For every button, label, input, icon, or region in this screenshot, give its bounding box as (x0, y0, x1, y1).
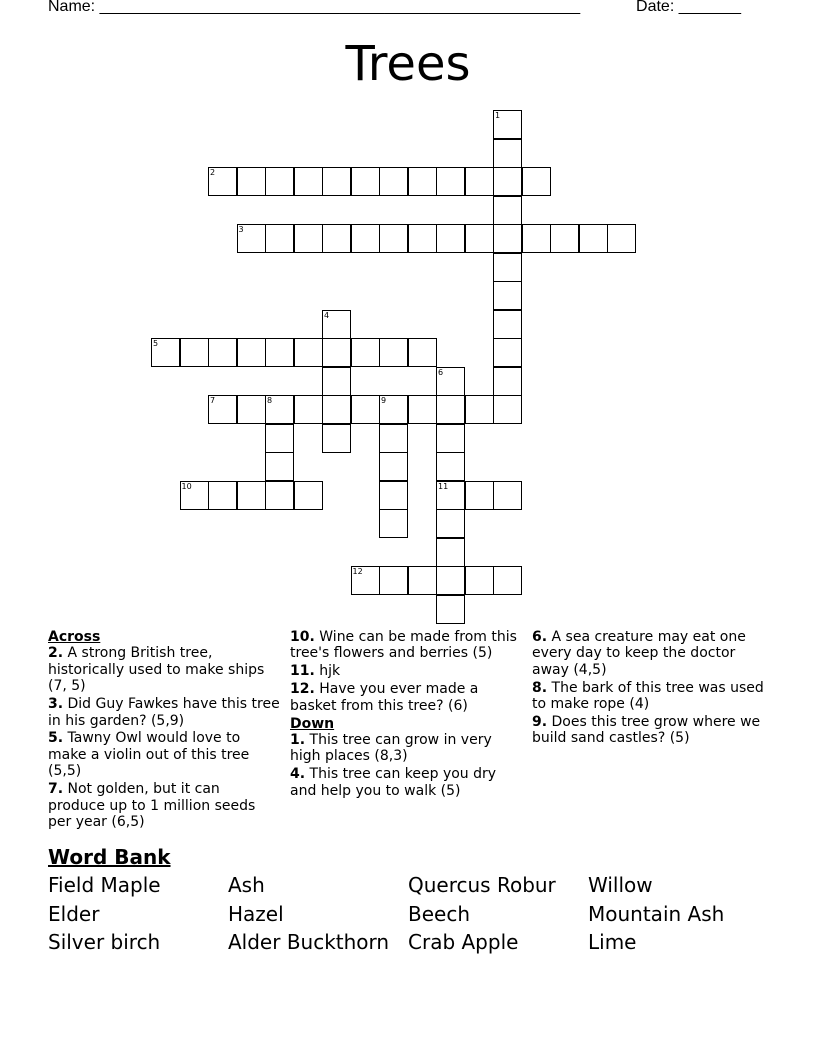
grid-cell[interactable] (351, 224, 380, 253)
grid-cell[interactable] (265, 167, 294, 196)
grid-cell[interactable] (579, 224, 608, 253)
grid-cell[interactable] (493, 338, 522, 367)
page-title: Trees (345, 36, 471, 92)
clue-across-12: 12. Have you ever made a basket from this tree? (6) (290, 681, 479, 714)
cell-number: 2 (210, 168, 216, 177)
cell-number: 7 (210, 396, 216, 405)
grid-cell[interactable] (208, 395, 237, 424)
clue-across-7: 7. Not golden, but it can produce up to 1 million seeds per year (6,5) (48, 781, 256, 830)
grid-cell[interactable] (379, 338, 408, 367)
grid-cell[interactable] (436, 595, 465, 624)
grid-cell[interactable] (265, 424, 294, 453)
grid-cell[interactable] (408, 338, 437, 367)
grid-cell[interactable] (493, 139, 522, 168)
grid-cell[interactable] (436, 481, 465, 510)
grid-cell[interactable] (237, 338, 266, 367)
cell-number: 3 (238, 225, 244, 234)
grid-cell[interactable] (351, 167, 380, 196)
cell-number: 9 (381, 396, 387, 405)
grid-cell[interactable] (550, 224, 579, 253)
grid-cell[interactable] (294, 338, 323, 367)
word-bank-item: Alder Buckthorn (228, 930, 390, 954)
grid-cell[interactable] (237, 224, 266, 253)
word-bank-item: Mountain Ash (588, 901, 725, 926)
grid-cell[interactable] (265, 395, 294, 424)
grid-cell[interactable] (493, 367, 522, 396)
grid-cell[interactable] (294, 224, 323, 253)
cell-number: 10 (181, 481, 192, 491)
grid-cell[interactable] (408, 167, 437, 196)
word-bank-item: Lime (588, 930, 637, 954)
word-bank-item: Elder (48, 901, 100, 926)
cell-number: 12 (352, 567, 363, 576)
across-heading: Across (48, 629, 101, 645)
grid-cell[interactable] (180, 338, 209, 367)
grid-cell[interactable] (351, 395, 380, 424)
grid-cell[interactable] (493, 224, 522, 253)
grid-cell[interactable] (408, 566, 437, 595)
grid-cell[interactable] (322, 310, 351, 339)
grid-cell[interactable] (493, 196, 522, 225)
grid-cell[interactable] (379, 395, 408, 424)
grid-cell[interactable] (436, 509, 465, 538)
grid-cell[interactable] (493, 566, 522, 595)
clue-down-8: 8. The bark of this tree was used to make rope (4) (532, 679, 764, 713)
clue-down-6: 6. A sea creature may eat one every day to keep the doctor away (4,5) (532, 629, 746, 678)
grid-cell[interactable] (522, 224, 551, 253)
cell-number: 4 (324, 310, 330, 320)
grid-cell[interactable] (493, 110, 522, 139)
grid-cell[interactable] (322, 395, 351, 424)
grid-cell[interactable] (379, 452, 408, 481)
grid-cell[interactable] (607, 224, 636, 253)
date-field[interactable]: Date: _______ (636, 0, 741, 15)
grid-cell[interactable] (294, 481, 323, 510)
name-field[interactable]: Name: ______________________________________________________ (48, 0, 581, 15)
cell-number: 11 (438, 481, 449, 491)
grid-cell[interactable] (493, 253, 522, 282)
grid-cell[interactable] (408, 224, 437, 253)
grid-cell[interactable] (351, 566, 380, 595)
grid-cell[interactable] (522, 167, 551, 196)
clue-across-5: 5. Tawny Owl would love to make a violin out of this tree (5,5) (48, 730, 250, 780)
grid-cell[interactable] (294, 395, 323, 424)
grid-cell[interactable] (237, 481, 266, 510)
grid-cell[interactable] (379, 224, 408, 253)
grid-cell[interactable] (436, 538, 465, 567)
cell-number: 6 (438, 367, 444, 377)
clue-down-4: 4. This tree can keep you dry and help you to walk (5) (290, 766, 497, 799)
grid-cell[interactable] (379, 509, 408, 538)
grid-cell[interactable] (436, 367, 465, 396)
word-bank-title: Word Bank (48, 845, 171, 869)
grid-cell[interactable] (493, 395, 522, 424)
clues-column-3 (532, 629, 764, 748)
word-bank-item: Quercus Robur (408, 873, 556, 897)
grid-cell[interactable] (208, 481, 237, 510)
grid-cell[interactable] (379, 481, 408, 510)
clue-down-1: 1. This tree can grow in very high places (8,3) (290, 731, 492, 765)
grid-cell[interactable] (322, 424, 351, 453)
grid-cell[interactable] (208, 338, 237, 367)
grid-cell[interactable] (322, 338, 351, 367)
grid-cell[interactable] (265, 481, 294, 510)
clues-column-1 (48, 629, 280, 832)
clue-across-2: 2. A strong British tree, historically used to make ships (7, 5) (48, 645, 265, 695)
clue-across-11: 11. hjk (290, 663, 341, 680)
grid-cell[interactable] (436, 224, 465, 253)
grid-cell[interactable] (237, 395, 266, 424)
word-bank-item: Willow (588, 873, 653, 897)
grid-cell[interactable] (493, 167, 522, 196)
grid-cell[interactable] (465, 224, 494, 253)
grid-cell[interactable] (493, 481, 522, 510)
cell-number: 8 (267, 396, 273, 405)
clues-column-2 (290, 629, 522, 801)
word-bank-item: Ash (228, 873, 265, 897)
word-bank-item: Beech (408, 901, 471, 926)
grid-cell[interactable] (436, 395, 465, 424)
grid-cell[interactable] (436, 167, 465, 196)
grid-cell[interactable] (151, 338, 180, 367)
grid-cell[interactable] (379, 424, 408, 453)
grid-cell[interactable] (465, 481, 494, 510)
cell-number: 5 (153, 339, 159, 348)
grid-cell[interactable] (493, 310, 522, 339)
grid-cell[interactable] (436, 566, 465, 595)
grid-cell[interactable] (379, 566, 408, 595)
grid-cell[interactable] (180, 481, 209, 510)
grid-cell[interactable] (408, 395, 437, 424)
grid-cell[interactable] (436, 452, 465, 481)
grid-cell[interactable] (351, 338, 380, 367)
grid-cell[interactable] (265, 452, 294, 481)
grid-cell[interactable] (465, 167, 494, 196)
grid-cell[interactable] (322, 224, 351, 253)
word-bank-item: Silver birch (48, 930, 161, 954)
grid-cell[interactable] (322, 367, 351, 396)
grid-cell[interactable] (436, 424, 465, 453)
word-bank-item: Hazel (228, 901, 284, 926)
word-bank (48, 873, 768, 959)
grid-cell[interactable] (265, 224, 294, 253)
grid-cell[interactable] (465, 566, 494, 595)
grid-cell[interactable] (379, 167, 408, 196)
grid-cell[interactable] (493, 281, 522, 310)
clue-across-10: 10. Wine can be made from this tree's flowers and berries (5) (290, 629, 517, 662)
word-bank-item: Field Maple (48, 873, 161, 897)
grid-cell[interactable] (265, 338, 294, 367)
grid-cell[interactable] (465, 395, 494, 424)
cell-number: 1 (495, 111, 501, 120)
word-bank-item: Crab Apple (408, 930, 519, 954)
grid-cell[interactable] (237, 167, 266, 196)
grid-cell[interactable] (294, 167, 323, 196)
down-heading: Down (290, 715, 335, 732)
grid-cell[interactable] (322, 167, 351, 196)
grid-cell[interactable] (208, 167, 237, 196)
clue-down-9: 9. Does this tree grow where we build sand castles? (5) (532, 714, 761, 747)
clue-across-3: 3. Did Guy Fawkes have this tree in his garden? (5,9) (48, 696, 280, 729)
